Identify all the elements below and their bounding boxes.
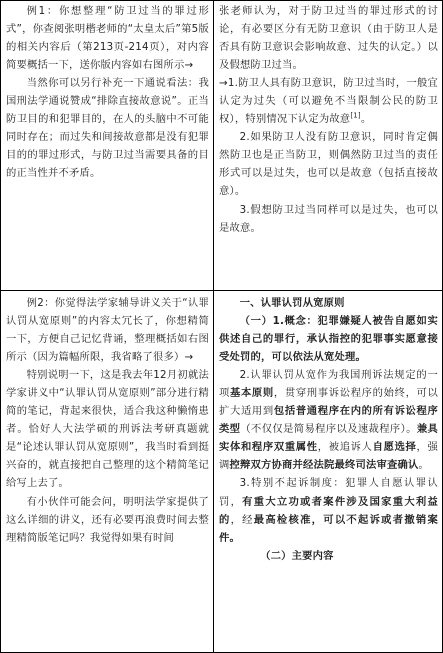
example-2-question: 有小伙伴可能会问，明明法学家提供了这么详细的讲义，还有必要再浪费时间去整理精简版笔记吗？我觉得如果有时间: [6, 495, 209, 544]
summary-1-opening: 张老师认为，对于防卫过当的罪过形式的讨论，有必要区分有无防卫意识（由于防卫人是否具有防卫意识会影响故意、过失的认定。）以及假想防卫过当。: [219, 5, 438, 72]
principle-text-f: 兼具实体和程序双重属性: [219, 423, 438, 454]
section-heading-1: 一、认罪认罚从宽原则: [239, 297, 345, 309]
principle-text-d: 包括普通程序在内的所有诉讼程序类型: [219, 405, 438, 436]
concept-label: （一）1.概念：: [239, 315, 318, 328]
concept-text: 犯罪嫌疑人被告自愿如实供述自己的罪行，承认指控的犯罪事实愿意接受处罚的，可以依法从宽处理。: [219, 315, 438, 364]
example-1-note: 当然你可以另行补充一下通说看法：我国刑法学通说赞成“排除直接故意说”。正当防卫目的和犯罪目的，在人的头脑中不可能同时存在；而过失和间接故意都是没有犯罪目的的罪过形式，与防卫过当需要具备的目的正当性并不矛盾。: [6, 77, 209, 180]
principle-text-c: ，贯穿刑事诉讼程序的始终，可以扩大适用到: [219, 387, 438, 418]
principle-text-b: 基本原则: [229, 387, 274, 400]
principle-text-e: （不仅仅是简易程序以及速裁程序）。: [240, 423, 417, 436]
cell-summary-2: [219, 294, 438, 651]
principle-text-h: 自愿选择: [372, 441, 417, 454]
non-prosecution-text-d: 最高检核准，可以不起诉或者撤销案件。: [219, 513, 438, 544]
table-border-top: [0, 0, 443, 1]
example-2-intro: 例2：你觉得法学家辅导讲义关于“认罪认罚从宽原则”的内容太冗长了，你想精简一下，方便自己记忆背诵，整理概括如右图所示（因为篇幅所限，我省略了很多）→: [6, 297, 209, 364]
point-1-text: →1.防卫人具有防卫意识，防卫过当时，一般宜认定为过失（可以避免不当限制公民的防卫权），特别情况下认定为故意: [219, 77, 438, 126]
table-column-divider: [213, 0, 214, 653]
principle-paragraph: [219, 366, 438, 474]
summary-1-point-3: 3.假想防卫过当同样可以是过失，也可以是故意。: [219, 203, 438, 234]
concept-paragraph: [219, 312, 438, 366]
point-1-end: 。: [360, 113, 372, 126]
principle-text-k: 。: [418, 459, 429, 472]
cell-example-1: [6, 2, 209, 288]
principle-text-g: ，被追诉人: [317, 441, 373, 454]
section-heading-2: （二）主要内容: [260, 549, 334, 562]
non-prosecution-text-a: 3.特别不起诉制度：犯罪人自愿认罪认罚，: [219, 477, 438, 508]
principle-text-j: 控辩双方协商并经法院最终司法审查确认: [229, 459, 419, 472]
non-prosecution-text-c: ，经: [230, 513, 254, 526]
example-1-intro: 例1：你想整理“防卫过当的罪过形式”，你查阅张明楷老师的“太皇太后”第5版的相关内容后（第213页-214页），对内容简要概括一下，送你版内容如右图所示→: [6, 5, 209, 72]
table-border-left: [0, 0, 1, 653]
principle-text-a: 2.认罪认罚从宽作为我国刑诉法规定的一项: [219, 369, 438, 400]
table-row-divider: [0, 290, 443, 291]
example-2-explanation: 特别说明一下，这是我去年12月初就法学家讲义中“认罪认罚从宽原则”部分进行精简的笔记，背起来很快，适合我这种懒惰患者。恰好人大法学硕的刑诉法考研真题就是“论述认罪认罚从宽原则”，我当时看到挺兴奋的，就直接把自己整理的这个精简笔记给写上去了。: [6, 369, 209, 490]
non-prosecution-text-b: 有重大立功或者案件涉及国家重大利益的: [219, 495, 438, 526]
cell-example-2: [6, 294, 209, 651]
summary-1-point-2: 2.如果防卫人没有防卫意识，同时肯定偶然防卫也是正当防卫，则偶然防卫过当的责任形式可以是过失，也可以是故意（包括直接故意）。: [219, 131, 438, 198]
non-prosecution-paragraph: [219, 474, 438, 546]
principle-text-i: ，强调: [219, 441, 438, 472]
footnote-marker[interactable]: [1]: [350, 111, 361, 120]
cell-summary-1: [219, 2, 438, 288]
summary-1-point-1: [219, 74, 438, 128]
